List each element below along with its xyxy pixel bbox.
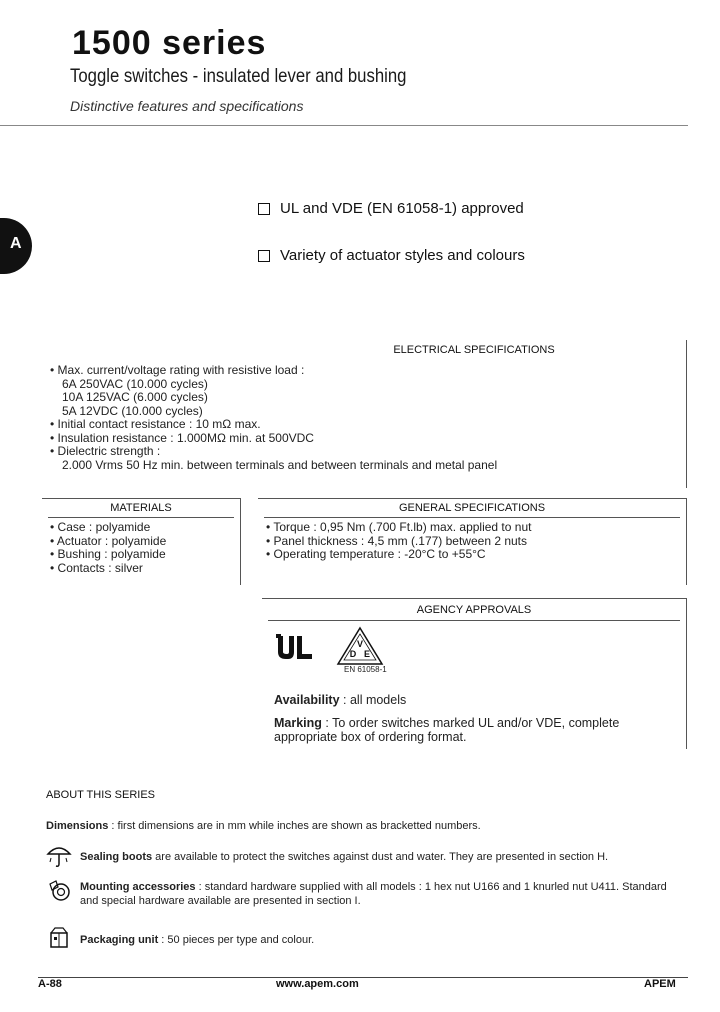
mount-text: : standard hardware supplied with all models : 1 hex nut U166 and 1 knurled nut U411. Standard and special hardware available are presented in section I. — [80, 881, 667, 907]
spec-insulation-resistance: • Insulation resistance : 1.000MΩ min. at 500VDC — [50, 432, 497, 446]
pack-label: Packaging unit — [80, 934, 159, 946]
electrical-specs-list — [50, 364, 497, 472]
sealing-boots-note — [80, 850, 608, 864]
umbrella-icon — [46, 842, 72, 868]
general-spec-item: • Panel thickness : 4,5 mm (.177) between 2 nuts — [266, 535, 531, 549]
vde-letter-v: V — [356, 639, 364, 649]
dimensions-note — [46, 819, 481, 833]
electrical-specs-title: ELECTRICAL SPECIFICATIONS — [393, 344, 555, 356]
vde-logo — [336, 626, 384, 666]
dimensions-label: Dimensions — [46, 820, 109, 832]
page-number: A-88 — [38, 978, 62, 990]
checkbox-icon — [258, 203, 270, 215]
general-spec-item: • Torque : 0,95 Nm (.700 Ft.lb) max. applied to nut — [266, 521, 531, 535]
feature-text: UL and VDE (EN 61058-1) approved — [280, 200, 524, 217]
spec-dielectric-label: • Dielectric strength : — [50, 445, 497, 459]
mount-label: Mounting accessories — [80, 881, 196, 893]
checkbox-icon — [258, 250, 270, 262]
vde-letter-d: D — [349, 649, 357, 659]
general-specs-title: GENERAL SPECIFICATIONS — [398, 502, 546, 514]
general-specs-list — [266, 521, 531, 562]
spec-rating: 6A 250VAC (10.000 cycles) — [62, 376, 208, 391]
page-subtitle: Toggle switches - insulated lever and bushing — [70, 66, 407, 87]
spec-rating: 5A 12VDC (10.000 cycles) — [62, 403, 203, 418]
spec-contact-resistance: • Initial contact resistance : 10 mΩ max. — [50, 418, 497, 432]
materials-title: MATERIALS — [110, 502, 172, 514]
section-tab-label: A — [10, 235, 22, 252]
packaging-unit-note — [80, 933, 314, 947]
materials-divider — [48, 517, 234, 518]
feature-text: Variety of actuator styles and colours — [280, 247, 525, 264]
material-item: • Actuator : polyamide — [50, 535, 166, 549]
hardware-nut-icon — [46, 878, 72, 904]
general-specs-divider — [264, 517, 680, 518]
electrical-specs-border — [686, 340, 687, 488]
material-item: • Bushing : polyamide — [50, 548, 166, 562]
about-title: ABOUT THIS SERIES — [46, 789, 156, 801]
material-item: • Contacts : silver — [50, 562, 166, 576]
spec-rating: 10A 125VAC (6.000 cycles) — [62, 390, 208, 404]
availability-label: Availability — [274, 693, 340, 707]
marking-line — [274, 716, 674, 744]
agency-approvals-divider — [268, 620, 680, 621]
footer-divider — [38, 977, 688, 978]
header-divider — [0, 125, 688, 126]
page-title: 1500 series — [72, 24, 267, 62]
section-tab — [0, 218, 32, 274]
dimensions-text: : first dimensions are in mm while inches are shown as bracketted numbers. — [108, 820, 481, 832]
marking-text: : To order switches marked UL and/or VDE, complete appropriate box of ordering format. — [274, 716, 620, 744]
marking-label: Marking — [274, 716, 322, 730]
mounting-accessories-note — [80, 880, 680, 908]
boots-text: are available to protect the switches against dust and water. They are presented in section H. — [152, 851, 609, 863]
vde-letter-e: E — [363, 649, 371, 659]
agency-approvals-title: AGENCY APPROVALS — [416, 604, 532, 616]
spec-dielectric-value: 2.000 Vrms 50 Hz min. between terminals and between terminals and metal panel — [62, 457, 498, 472]
material-item: • Case : polyamide — [50, 521, 166, 535]
general-spec-item: • Operating temperature : -20°C to +55°C — [266, 548, 531, 562]
materials-list — [50, 521, 166, 575]
availability-text: : all models — [339, 693, 407, 707]
ul-recognized-logo — [274, 632, 318, 662]
pack-text: : 50 pieces per type and colour. — [158, 934, 315, 946]
page-tagline: Distinctive features and specifications — [70, 98, 304, 114]
package-box-icon — [46, 924, 72, 950]
feature-item — [258, 200, 524, 217]
boots-label: Sealing boots — [80, 851, 153, 863]
vde-caption: EN 61058-1 — [344, 665, 387, 674]
brand-name: APEM — [644, 978, 676, 990]
feature-item — [258, 247, 525, 264]
availability-line — [274, 693, 406, 707]
spec-rating-label: • Max. current/voltage rating with resistive load : — [50, 364, 497, 378]
website-link[interactable]: www.apem.com — [276, 978, 359, 990]
